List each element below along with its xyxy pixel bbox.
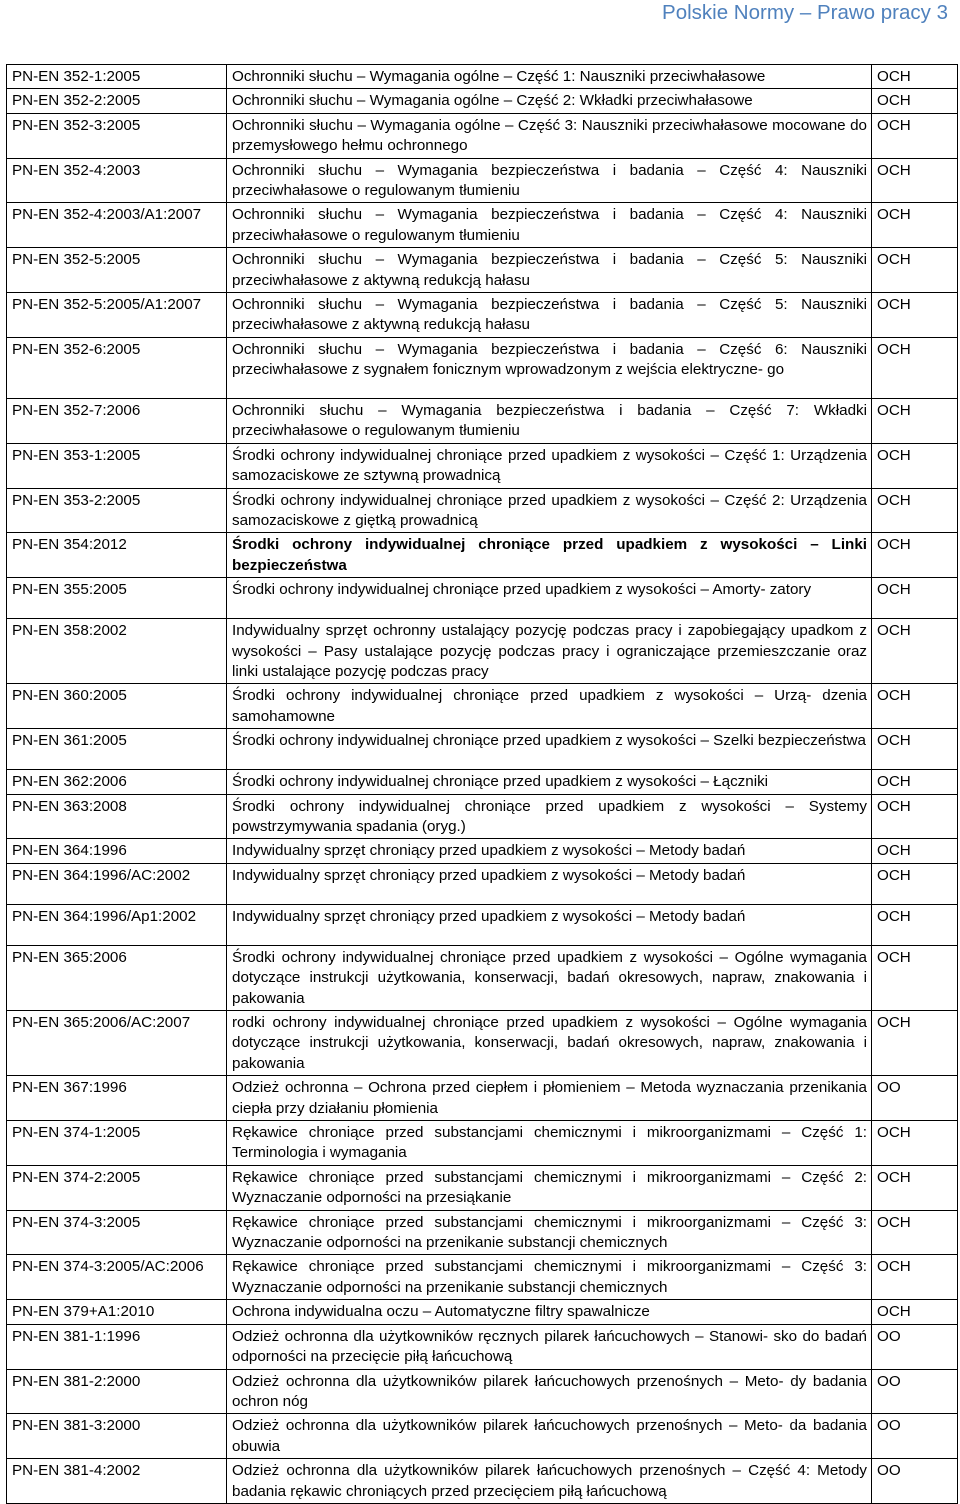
standard-title-cell: Rękawice chroniące przed substancjami chemicznymi i mikroorganizmami – Część 2: Wyznaczanie odporności na przesiąkanie bbox=[227, 1165, 872, 1210]
standard-title-cell: rodki ochrony indywidualnej chroniące przed upadkiem z wysokości – Ogólne wymagania dotyczące instrukcji użytkowania, konserwacji, badań okresowych, napraw, znakowania i pakowania bbox=[227, 1011, 872, 1076]
standard-title-cell: Środki ochrony indywidualnej chroniące przed upadkiem z wysokości – Część 1: Urządzenia samozaciskowe ze sztywną prowadnicą bbox=[227, 443, 872, 488]
standard-code-cell: PN-EN 358:2002 bbox=[7, 619, 227, 684]
standards-table-body bbox=[7, 65, 958, 1504]
standard-code-cell: PN-EN 374-3:2005/AC:2006 bbox=[7, 1255, 227, 1300]
table-row bbox=[7, 89, 958, 113]
standard-code-cell: PN-EN 352-6:2005 bbox=[7, 337, 227, 398]
category-cell: OCH bbox=[872, 158, 958, 203]
standard-title-cell: Ochronniki słuchu – Wymagania bezpieczeństwa i badania – Część 4: Nauszniki przeciwhałasowe o regulowanym tłumieniu bbox=[227, 203, 872, 248]
category-cell: OCH bbox=[872, 945, 958, 1010]
table-row bbox=[7, 1414, 958, 1459]
standard-code-cell: PN-EN 355:2005 bbox=[7, 578, 227, 619]
standard-title-cell: Indywidualny sprzęt chroniący przed upadkiem z wysokości – Metody badań bbox=[227, 863, 872, 904]
standard-title-cell: Środki ochrony indywidualnej chroniące przed upadkiem z wysokości – Część 2: Urządzenia samozaciskowe z giętką prowadnicą bbox=[227, 488, 872, 533]
table-row bbox=[7, 863, 958, 904]
category-cell: OCH bbox=[872, 488, 958, 533]
standard-title-cell: Środki ochrony indywidualnej chroniące przed upadkiem z wysokości – Amorty- zatory bbox=[227, 578, 872, 619]
standard-code-cell: PN-EN 352-5:2005 bbox=[7, 248, 227, 293]
table-row bbox=[7, 113, 958, 158]
standard-code-cell: PN-EN 364:1996/AC:2002 bbox=[7, 863, 227, 904]
category-cell: OCH bbox=[872, 398, 958, 443]
standard-code-cell: PN-EN 363:2008 bbox=[7, 794, 227, 839]
category-cell: OO bbox=[872, 1076, 958, 1121]
standard-code-cell: PN-EN 360:2005 bbox=[7, 684, 227, 729]
page-header bbox=[0, 0, 960, 54]
category-cell: OCH bbox=[872, 293, 958, 338]
table-row bbox=[7, 729, 958, 770]
category-cell: OO bbox=[872, 1369, 958, 1414]
standard-code-cell: PN-EN 381-3:2000 bbox=[7, 1414, 227, 1459]
category-cell: OCH bbox=[872, 684, 958, 729]
category-cell: OCH bbox=[872, 443, 958, 488]
standard-code-cell: PN-EN 353-2:2005 bbox=[7, 488, 227, 533]
category-cell: OCH bbox=[872, 794, 958, 839]
standard-title-cell: Odzież ochronna dla użytkowników pilarek łańcuchowych przenośnych – Meto- dy badania ochron nóg bbox=[227, 1369, 872, 1414]
standard-title-cell: Środki ochrony indywidualnej chroniące przed upadkiem z wysokości – Systemy powstrzymywania spadania (oryg.) bbox=[227, 794, 872, 839]
category-cell: OCH bbox=[872, 619, 958, 684]
standard-code-cell: PN-EN 364:1996/Ap1:2002 bbox=[7, 904, 227, 945]
standard-title-cell: Środki ochrony indywidualnej chroniące przed upadkiem z wysokości – Łączniki bbox=[227, 770, 872, 794]
standard-title-cell: Środki ochrony indywidualnej chroniące przed upadkiem z wysokości – Linki bezpieczeństwa bbox=[227, 533, 872, 578]
standard-title-cell: Indywidualny sprzęt chroniący przed upadkiem z wysokości – Metody badań bbox=[227, 904, 872, 945]
standard-code-cell: PN-EN 374-3:2005 bbox=[7, 1210, 227, 1255]
category-cell: OCH bbox=[872, 1011, 958, 1076]
table-row bbox=[7, 443, 958, 488]
standard-code-cell: PN-EN 365:2006 bbox=[7, 945, 227, 1010]
standard-title-cell: Odzież ochronna – Ochrona przed ciepłem i płomieniem – Metoda wyznaczania przenikania ciepła przy działaniu płomienia bbox=[227, 1076, 872, 1121]
standard-title-cell: Środki ochrony indywidualnej chroniące przed upadkiem z wysokości – Szelki bezpieczeństwa bbox=[227, 729, 872, 770]
standard-title-cell: Ochronniki słuchu – Wymagania bezpieczeństwa i badania – Część 5: Nauszniki przeciwhałasowe z aktywną redukcją hałasu bbox=[227, 248, 872, 293]
category-cell: OCH bbox=[872, 113, 958, 158]
table-row bbox=[7, 488, 958, 533]
table-row bbox=[7, 1165, 958, 1210]
standard-code-cell: PN-EN 353-1:2005 bbox=[7, 443, 227, 488]
standard-title-cell: Środki ochrony indywidualnej chroniące przed upadkiem z wysokości – Urzą- dzenia samohamowne bbox=[227, 684, 872, 729]
standard-code-cell: PN-EN 374-1:2005 bbox=[7, 1121, 227, 1166]
table-row bbox=[7, 839, 958, 863]
table-row bbox=[7, 1369, 958, 1414]
standard-title-cell: Ochronniki słuchu – Wymagania ogólne – Część 1: Nauszniki przeciwhałasowe bbox=[227, 65, 872, 89]
category-cell: OCH bbox=[872, 578, 958, 619]
standard-code-cell: PN-EN 354:2012 bbox=[7, 533, 227, 578]
category-cell: OO bbox=[872, 1459, 958, 1504]
table-row bbox=[7, 1210, 958, 1255]
category-cell: OCH bbox=[872, 1210, 958, 1255]
category-cell: OCH bbox=[872, 1165, 958, 1210]
standard-title-cell: Ochronniki słuchu – Wymagania bezpieczeństwa i badania – Część 5: Nauszniki przeciwhałasowe z aktywną redukcją hałasu bbox=[227, 293, 872, 338]
category-cell: OCH bbox=[872, 89, 958, 113]
table-row bbox=[7, 945, 958, 1010]
category-cell: OCH bbox=[872, 770, 958, 794]
category-cell: OCH bbox=[872, 203, 958, 248]
standard-title-cell: Rękawice chroniące przed substancjami chemicznymi i mikroorganizmami – Część 1: Terminologia i wymagania bbox=[227, 1121, 872, 1166]
category-cell: OCH bbox=[872, 337, 958, 398]
table-row bbox=[7, 1255, 958, 1300]
category-cell: OCH bbox=[872, 1121, 958, 1166]
standard-code-cell: PN-EN 352-7:2006 bbox=[7, 398, 227, 443]
category-cell: OCH bbox=[872, 1300, 958, 1324]
standard-code-cell: PN-EN 352-3:2005 bbox=[7, 113, 227, 158]
table-row bbox=[7, 1324, 958, 1369]
standard-title-cell: Ochronniki słuchu – Wymagania ogólne – Część 2: Wkładki przeciwhałasowe bbox=[227, 89, 872, 113]
table-row bbox=[7, 533, 958, 578]
table-row bbox=[7, 203, 958, 248]
table-row bbox=[7, 794, 958, 839]
category-cell: OCH bbox=[872, 65, 958, 89]
standard-title-cell: Rękawice chroniące przed substancjami chemicznymi i mikroorganizmami – Część 3: Wyznaczanie odporności na przenikanie substancji chemicznych bbox=[227, 1210, 872, 1255]
standard-title-cell: Środki ochrony indywidualnej chroniące przed upadkiem z wysokości – Ogólne wymagania dotyczące instrukcji użytkowania, konserwacji, badań okresowych, napraw, znakowania i pakowania bbox=[227, 945, 872, 1010]
table-row bbox=[7, 1011, 958, 1076]
table-row bbox=[7, 158, 958, 203]
standard-title-cell: Ochronniki słuchu – Wymagania ogólne – Część 3: Nauszniki przeciwhałasowe mocowane do przemysłowego hełmu ochronnego bbox=[227, 113, 872, 158]
standard-code-cell: PN-EN 352-4:2003/A1:2007 bbox=[7, 203, 227, 248]
standard-code-cell: PN-EN 352-2:2005 bbox=[7, 89, 227, 113]
table-row bbox=[7, 1300, 958, 1324]
category-cell: OO bbox=[872, 1414, 958, 1459]
table-row bbox=[7, 293, 958, 338]
standard-code-cell: PN-EN 364:1996 bbox=[7, 839, 227, 863]
standard-title-cell: Ochronniki słuchu – Wymagania bezpieczeństwa i badania – Część 6: Nauszniki przeciwhałasowe z sygnałem fonicznym wprowadzonym z wejścia elektryczne- go bbox=[227, 337, 872, 398]
table-row bbox=[7, 770, 958, 794]
table-row bbox=[7, 65, 958, 89]
category-cell: OO bbox=[872, 1324, 958, 1369]
standard-title-cell: Indywidualny sprzęt chroniący przed upadkiem z wysokości – Metody badań bbox=[227, 839, 872, 863]
category-cell: OCH bbox=[872, 533, 958, 578]
standard-code-cell: PN-EN 352-5:2005/A1:2007 bbox=[7, 293, 227, 338]
category-cell: OCH bbox=[872, 248, 958, 293]
table-row bbox=[7, 337, 958, 398]
standard-code-cell: PN-EN 381-2:2000 bbox=[7, 1369, 227, 1414]
standard-code-cell: PN-EN 367:1996 bbox=[7, 1076, 227, 1121]
table-row bbox=[7, 1121, 958, 1166]
standard-title-cell: Odzież ochronna dla użytkowników pilarek łańcuchowych przenośnych – Meto- da badania obuwia bbox=[227, 1414, 872, 1459]
table-row bbox=[7, 1076, 958, 1121]
standard-code-cell: PN-EN 361:2005 bbox=[7, 729, 227, 770]
standard-title-cell: Ochrona indywidualna oczu – Automatyczne filtry spawalnicze bbox=[227, 1300, 872, 1324]
category-cell: OCH bbox=[872, 863, 958, 904]
table-row bbox=[7, 619, 958, 684]
table-row bbox=[7, 578, 958, 619]
standard-title-cell: Rękawice chroniące przed substancjami chemicznymi i mikroorganizmami – Część 3: Wyznaczanie odporności na przenikanie substancji chemicznych bbox=[227, 1255, 872, 1300]
page-title: Polskie Normy – Prawo pracy 3 bbox=[662, 1, 948, 24]
category-cell: OCH bbox=[872, 1255, 958, 1300]
table-row bbox=[7, 904, 958, 945]
standards-table bbox=[6, 64, 958, 1504]
standard-code-cell: PN-EN 365:2006/AC:2007 bbox=[7, 1011, 227, 1076]
standard-title-cell: Ochronniki słuchu – Wymagania bezpieczeństwa i badania – Część 7: Wkładki przeciwhałasowe o regulowanym tłumieniu bbox=[227, 398, 872, 443]
standard-code-cell: PN-EN 352-4:2003 bbox=[7, 158, 227, 203]
standard-title-cell: Odzież ochronna dla użytkowników ręcznych pilarek łańcuchowych – Stanowi- sko do badań odporności na przecięcie piłą łańcuchową bbox=[227, 1324, 872, 1369]
standard-title-cell: Odzież ochronna dla użytkowników pilarek łańcuchowych przenośnych – Część 4: Metody badania rękawic chroniących przed przecięciem piłą łańcuchową bbox=[227, 1459, 872, 1504]
standard-code-cell: PN-EN 381-1:1996 bbox=[7, 1324, 227, 1369]
table-row bbox=[7, 684, 958, 729]
category-cell: OCH bbox=[872, 904, 958, 945]
standard-code-cell: PN-EN 379+A1:2010 bbox=[7, 1300, 227, 1324]
standard-title-cell: Indywidualny sprzęt ochronny ustalający pozycję podczas pracy i zapobiegający upadkom z wysokości – Pasy ustalające pozycję podczas pracy i ograniczające przemieszczanie oraz linki ustalające pozycję podczas pracy bbox=[227, 619, 872, 684]
standard-code-cell: PN-EN 381-4:2002 bbox=[7, 1459, 227, 1504]
standard-code-cell: PN-EN 352-1:2005 bbox=[7, 65, 227, 89]
standard-code-cell: PN-EN 374-2:2005 bbox=[7, 1165, 227, 1210]
category-cell: OCH bbox=[872, 839, 958, 863]
category-cell: OCH bbox=[872, 729, 958, 770]
table-row bbox=[7, 248, 958, 293]
table-row bbox=[7, 398, 958, 443]
table-row bbox=[7, 1459, 958, 1504]
standard-title-cell: Ochronniki słuchu – Wymagania bezpieczeństwa i badania – Część 4: Nauszniki przeciwhałasowe o regulowanym tłumieniu bbox=[227, 158, 872, 203]
standard-code-cell: PN-EN 362:2006 bbox=[7, 770, 227, 794]
